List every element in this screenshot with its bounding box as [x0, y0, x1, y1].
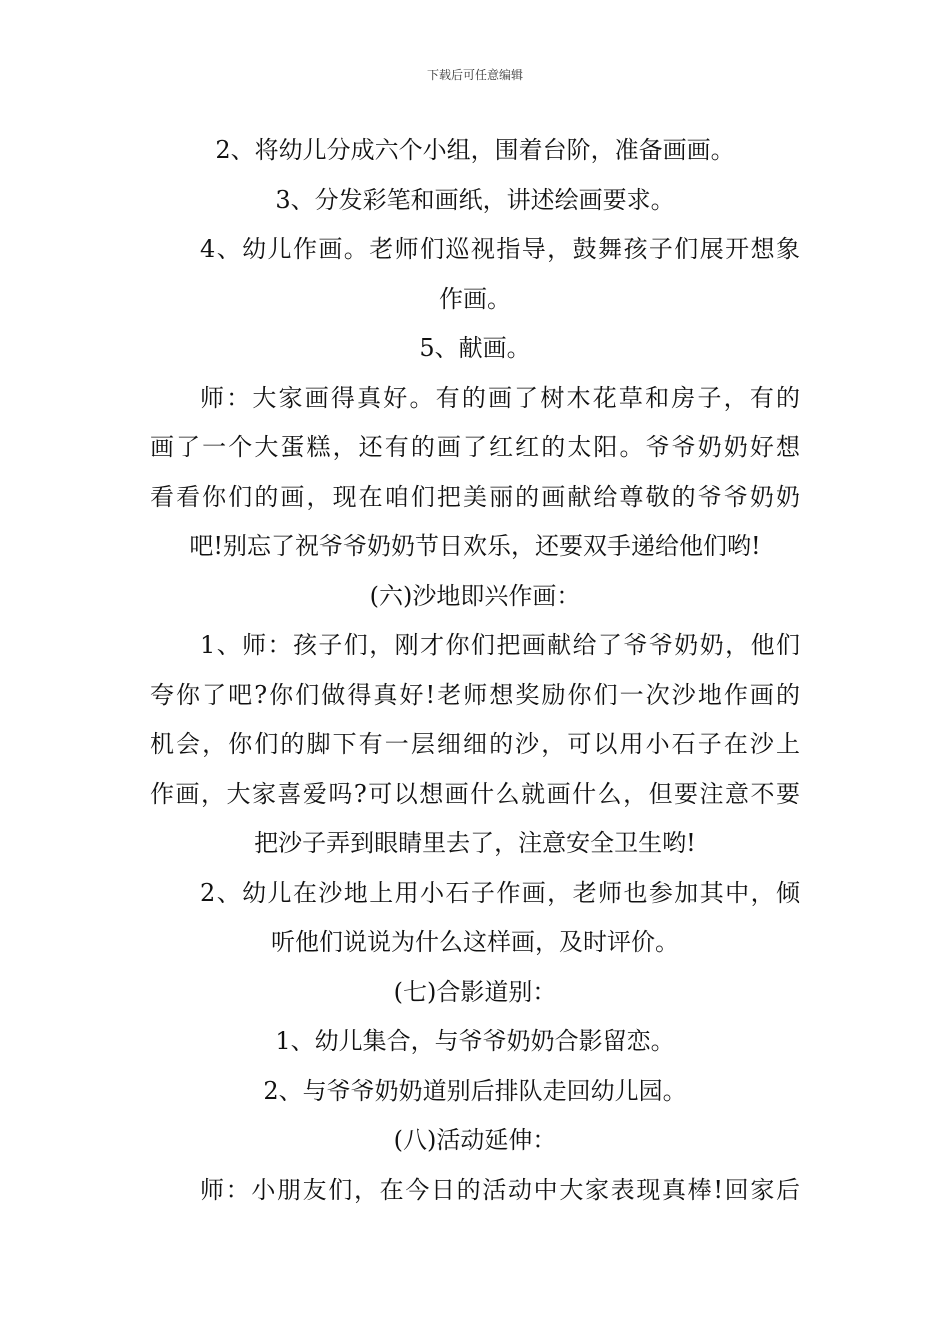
text-line: 1、幼儿集合，与爷爷奶奶合影留恋。: [275, 1027, 675, 1055]
text-line: 作画，大家喜爱吗?可以想画什么就画什么，但要注意不要: [150, 779, 800, 808]
text-line: 吧!别忘了祝爷爷奶奶节日欢乐，还要双手递给他们哟!: [189, 532, 761, 560]
page-header: 下载后可任意编辑: [426, 68, 523, 82]
text-line: 2、与爷爷奶奶道别后排队走回幼儿园。: [263, 1076, 687, 1105]
text-line: 4、幼儿作画。老师们巡视指导，鼓舞孩子们展开想象: [200, 235, 800, 263]
text-line: 把沙子弄到眼睛里去了，注意安全卫生哟!: [254, 829, 696, 857]
section-heading: (八)活动延伸：: [393, 1126, 557, 1154]
text-line: 2、将幼儿分成六个小组，围着台阶，准备画画。: [215, 136, 735, 164]
text-line: 机会，你们的脚下有一层细细的沙，可以用小石子在沙上: [150, 730, 800, 758]
section-heading: (六)沙地即兴作画：: [369, 581, 581, 610]
text-line: 夸你了吧?你们做得真好!老师想奖励你们一次沙地作画的: [150, 680, 800, 709]
text-line: 3、分发彩笔和画纸，讲述绘画要求。: [275, 185, 675, 214]
text-line: 2、幼儿在沙地上用小石子作画，老师也参加其中，倾: [200, 878, 800, 907]
text-line: 作画。: [439, 284, 511, 313]
text-line: 师：小朋友们，在今日的活动中大家表现真棒!回家后: [200, 1175, 800, 1204]
section-heading: (七)合影道别：: [393, 977, 557, 1006]
text-line: 师：大家画得真好。有的画了树木花草和房子，有的: [200, 383, 800, 412]
text-line: 5、献画。: [419, 334, 531, 362]
document-body: [150, 126, 800, 1215]
text-line: 看看你们的画，现在咱们把美丽的画献给尊敬的爷爷奶奶: [150, 482, 800, 511]
text-line: 画了一个大蛋糕，还有的画了红红的太阳。爷爷奶奶好想: [150, 433, 800, 461]
text-line: 听他们说说为什么这样画，及时评价。: [271, 928, 679, 956]
text-line: 1、师：孩子们，刚才你们把画献给了爷爷奶奶，他们: [200, 631, 800, 659]
